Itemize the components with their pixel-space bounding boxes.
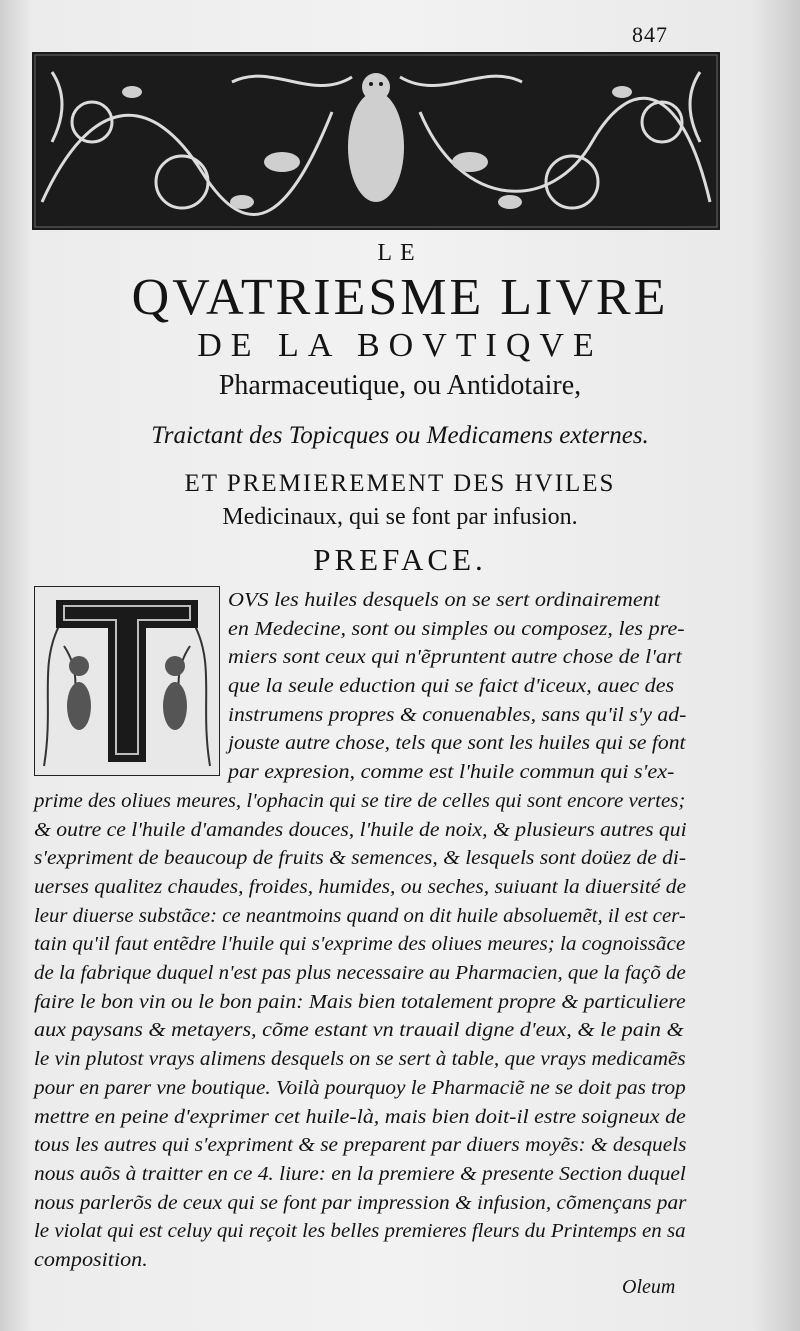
text-line: nous parlerõs de ceux qui se font par impression & infusion, cõmençans par: [34, 1192, 687, 1214]
text-line: uerses qualitez chaudes, froides, humides, ou seches, suiuant la diuersité de: [34, 876, 687, 898]
text-line: faire le bon vin ou le bon pain: Mais bien totalement propre & particuliere: [34, 991, 686, 1013]
title-le: LE: [377, 240, 423, 266]
text-line: en Medecine, sont ou simples ou composez, les pre-: [228, 618, 685, 640]
text-line: prime des oliues meures, l'ophacin qui se tire de celles qui sont encore vertes;: [34, 790, 686, 812]
heading-premierement: ET PREMIEREMENT DES HVILES: [184, 470, 616, 497]
heading-preface: PREFACE.: [313, 542, 487, 577]
text-line: s'expriment de beaucoup de fruits & semences, & lesquels sont doüez de di-: [34, 847, 686, 869]
text-line: jouste autre chose, tels que sont les huiles qui se font: [228, 732, 686, 754]
text-line: & outre ce l'huile d'amandes douces, l'huile de noix, & plusieurs autres qui: [34, 819, 687, 841]
text-line: nous auõs à traitter en ce 4. liure: en la premiere & presente Section duquel: [34, 1163, 686, 1185]
text-line: pour en parer vne boutique. Voilà pourquoy le Pharmaciẽ ne se doit pas trop: [34, 1077, 686, 1099]
title-quatriesme-livre: QVATRIESME LIVRE: [131, 269, 669, 326]
decorative-headpiece: [32, 52, 720, 230]
text-line: instrumens propres & conuenables, sans qu'il s'y ad-: [228, 704, 687, 726]
text-line: mettre en peine d'exprimer cet huile-là, mais bien doit-il estre soigneux de: [34, 1106, 686, 1128]
text-line: tain qu'il faut entẽdre l'huile qui s'exprime des oliues meures; la cognoissãce: [34, 933, 686, 955]
text-line: par expresion, comme est l'huile commun qui s'ex-: [228, 761, 675, 783]
text-line: le vin plutost vrays alimens desquels on se sert à table, que vrays medicamẽs: [34, 1048, 686, 1070]
text-line: que la seule eduction qui se faict d'iceux, auec des: [228, 675, 675, 697]
text-line: composition.: [34, 1249, 148, 1271]
text-line: tous les autres qui s'expriment & se preparent par diuers moyẽs: & desquels: [34, 1134, 687, 1156]
title-pharmaceutique: Pharmaceutique, ou Antidotaire,: [218, 370, 582, 401]
text-line: aux paysans & metayers, cõme estant vn trauail digne d'eux, & le pain &: [34, 1019, 684, 1041]
text-line: OVS les huiles desquels on se sert ordinairement: [228, 589, 660, 611]
text-line: de la fabrique duquel n'est pas plus necessaire au Pharmacien, que la façõ de: [34, 962, 686, 984]
text-line: miers sont ceux qui n'ẽpruntent autre chose de l'art: [228, 646, 682, 668]
heading-medicinaux: Medicinaux, qui se font par infusion.: [222, 504, 578, 530]
subtitle-traictant: Traictant des Topicques ou Medicamens externes.: [151, 422, 649, 449]
page-number: 847: [632, 22, 668, 47]
text-line: leur diuerse substãce: ce neantmoins quand on dit huile absoluemẽt, il est cer-: [34, 905, 686, 927]
title-boutique: DE LA BOVTIQVE: [197, 327, 603, 364]
decorated-initial-t: [34, 586, 220, 776]
catchword: Oleum: [622, 1276, 676, 1298]
text-line: le violat qui est celuy qui reçoit les belles premieres fleurs du Printemps en sa: [34, 1220, 686, 1242]
